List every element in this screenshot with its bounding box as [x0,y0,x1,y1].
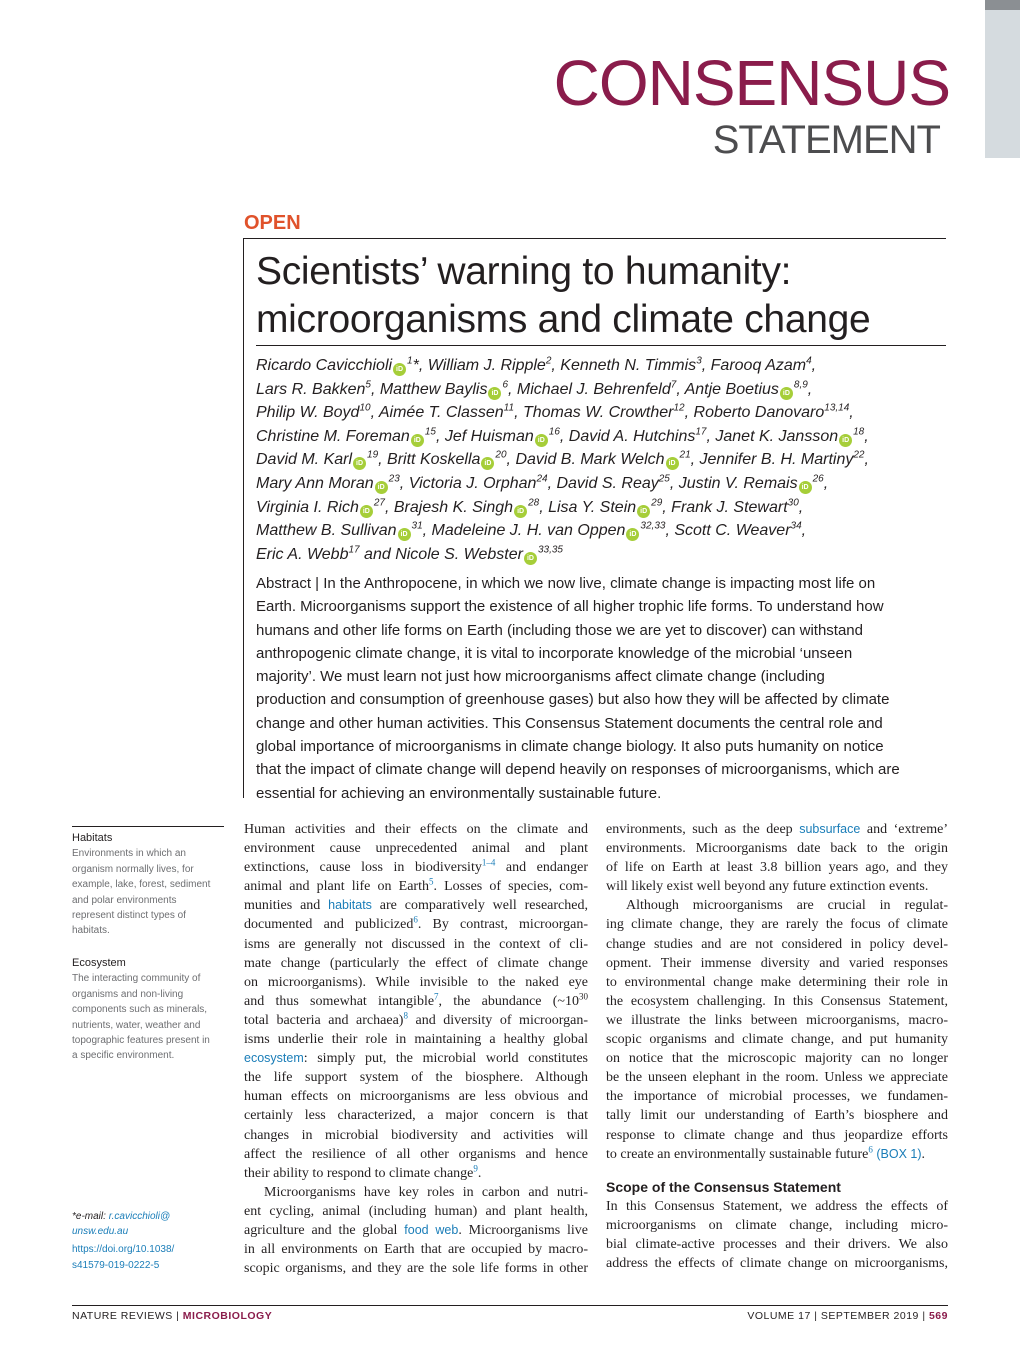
body-line: scopic organisms and climate change, and put humanity [606,1032,948,1048]
abstract-line: humans and other life forms on Earth (including those we are yet to discover) can withstand [256,621,863,639]
orcid-icon[interactable]: iD [411,434,424,447]
body-line: Human activities and their effects on the climate and [244,822,588,837]
affiliation-ref: 23 [388,473,400,485]
orcid-icon[interactable]: iD [488,387,501,400]
affiliation-ref: 19 [367,450,379,462]
affiliation-ref: 15 [424,426,436,438]
author-list [256,354,956,566]
author-name: *, William J. Ripple [412,357,546,374]
body-line: Microorganisms have key roles in carbon and nutri- [264,1184,588,1200]
author-name: , Michael J. Behrenfeld [508,380,671,398]
citation-link[interactable]: 6 [868,1143,873,1154]
author-name: , Jennifer B. H. Martiny [690,451,854,469]
author-name: , Janet K. Jansson [706,427,839,445]
author-name: Christine M. Foreman [256,427,410,445]
corresponding-email [72,1209,170,1239]
text: , the abundance (~10 [438,993,579,1009]
body-line: environment cause unprecedented animal and plant [244,841,588,857]
box-link[interactable]: (BOX 1) [872,1146,922,1161]
author-line [256,472,956,496]
affiliation-ref: 10 [359,402,371,414]
doi-line[interactable]: https://doi.org/10.1038/ [72,1244,175,1255]
section-heading: Scope of the Consensus Statement [606,1178,841,1195]
abstract-line: global importance of microorganisms in climate change biology. It also puts humanity on notice [256,738,884,756]
separator: | [918,1310,929,1322]
author-name: , Kenneth N. Timmis [551,357,697,374]
citation-link[interactable]: 5 [428,876,434,887]
citation-link[interactable]: 6 [413,914,418,925]
open-access-label: OPEN [244,212,301,234]
orcid-icon[interactable]: iD [375,481,388,494]
abstract-line: change and other human activities. This Consensus Statement documents the central role and [256,714,883,732]
glossary-def-line: Environments in which an [72,848,186,860]
text: . By contrast, microorgan- [417,917,588,933]
author-name: Virginia I. Rich [256,498,359,516]
text: are comparatively well researched, [371,898,588,914]
body-line [244,1011,588,1030]
text: . Losses of species, com- [433,879,589,895]
orcid-icon[interactable]: iD [780,387,793,400]
text: their ability to respond to climate change [244,1165,474,1181]
separator: , [864,427,869,445]
separator: | [810,1310,821,1322]
text: . [477,1165,482,1181]
orcid-icon[interactable]: iD [353,457,366,470]
author-name: , Farooq Azam [701,357,807,374]
body-line [244,1221,588,1240]
text: environments, such as the deep [606,822,800,837]
affiliation-ref: 21 [679,450,691,462]
abstract-line: essential for achieving an environmentally sustainable future. [256,784,662,802]
body-column-2 [606,820,948,1273]
author-line [256,378,956,402]
article-title [256,248,956,344]
glossary-def-line: organisms and non-living [72,988,184,1000]
body-line: we illustrate the links between microorganisms, macro- [606,1012,948,1028]
body-line: change studies and are not considered in policy devel- [606,936,948,952]
text: and diversity of microorgan- [407,1012,589,1028]
masthead-side-bar-cap [985,0,1020,10]
glossary-def-line: represent distinct types of [72,910,186,922]
glossary-def-line: a specific environment. [72,1050,175,1062]
masthead-statement: STATEMENT [712,118,940,162]
footer-rule [72,1305,948,1306]
body-line: changes in microbial biodiversity and activities will [244,1127,588,1143]
body-line: be the unseen elephant in the room. Unless we appreciate [606,1070,948,1086]
body-line: bial climate-active processes and their drivers. We also [606,1236,948,1252]
masthead-consensus: CONSENSUS [553,47,950,119]
text: and endanger [495,860,588,876]
affiliation-ref: 29 [651,497,663,509]
footer-journal [72,1310,272,1322]
body-line: scopic organisms, and they are the sole life forms in other [244,1261,588,1277]
abstract-line: Abstract | In the Anthropocene, in which we now live, climate change is impacting most life on [256,575,876,592]
glossary-def-line: example, lake, forest, sediment [72,879,211,891]
affiliation-ref: 31 [411,520,423,532]
affiliation-ref: 16 [548,426,560,438]
body-line: In this Consensus Statement, we address the effects of [606,1198,948,1214]
glossary-term: Habitats [72,832,113,844]
separator: | [172,1310,183,1322]
citation-link[interactable]: 7 [434,991,439,1002]
affiliation-ref: 22 [853,450,865,462]
author-name: , David B. Mark Welch [506,451,665,469]
separator: , [864,451,869,469]
text: animal and plant life on Earth [244,879,429,895]
orcid-icon[interactable]: iD [393,363,406,376]
body-line [244,992,588,1011]
author-name: Philip W. Boyd [256,404,360,422]
abstract-line: Earth. Microorganisms support the existence of all higher trophic life forms. To understand how [256,598,884,616]
orcid-icon[interactable]: iD [514,505,527,518]
body-line [244,1164,588,1183]
author-name: , David A. Hutchins [559,427,696,445]
text: and thus somewhat intangible [244,993,435,1009]
affiliation-ref: 20 [495,450,507,462]
body-column-1 [244,820,588,1278]
glossary-link[interactable]: habitats [328,898,372,913]
affiliation-ref: 24 [536,473,548,485]
author-name: Eric A. Webb [256,545,349,563]
footer-volume [747,1310,948,1322]
author-name: , Roberto Danovaro [684,404,825,422]
affiliation-ref: 33,35 [537,544,563,556]
glossary-link[interactable]: subsurface [799,822,861,836]
body-line: of life on Earth at least 3.8 billion years ago, and they [606,860,948,876]
body-line: microorganisms on climate change, including micro- [606,1217,948,1233]
glossary-link[interactable]: ecosystem [244,1051,304,1066]
orcid-icon[interactable]: iD [626,528,639,541]
body-line: environments. Microorganisms date back to the origin [606,841,948,857]
affiliation-ref: 1 [407,355,413,367]
author-name: , Madeleine J. H. van Oppen [422,522,626,540]
author-name: , Thomas W. Crowther [514,404,674,422]
glossary-def-line: nutrients, water, weather and [72,1019,201,1031]
abstract-line: majority’. We must learn not just how microorganisms affect climate change (including [256,668,825,686]
separator: , [823,474,829,492]
author-line [256,401,956,425]
body-line [606,820,948,839]
author-name: Lars R. Bakken [256,380,366,398]
body-line: mate change (particularly the effect of climate change [244,955,588,971]
text: and ‘extreme’ [860,822,949,837]
author-name: David M. Karl [256,451,353,469]
affiliation-ref: 11 [503,402,515,414]
orcid-icon[interactable]: iD [524,552,537,565]
doi-link[interactable] [72,1242,174,1273]
journal-name: NATURE REVIEWS [72,1310,173,1322]
affiliation-ref: 4 [806,355,812,367]
abstract-line: that the impact of climate change will depend heavily on responses of microorganisms, which are [256,761,900,779]
page-number: 569 [928,1310,948,1322]
glossary-habitats [72,831,232,939]
affiliation-ref: 28 [528,497,540,509]
body-line: response to climate change and thus jeopardize efforts [606,1127,948,1143]
title-bottom-rule [256,345,946,346]
affiliation-ref: 27 [373,497,385,509]
text: agriculture and the global [244,1222,405,1238]
author-name: and Nicole S. Webster [359,545,523,563]
orcid-icon[interactable]: iD [398,528,411,541]
separator: , [798,498,804,516]
body-line: the life support system of the biosphere. Although [244,1070,588,1086]
affiliation-ref: 30 [787,497,799,509]
author-name: , Frank J. Stewart [662,498,788,516]
masthead-side-bar [985,0,1020,158]
doi-line[interactable]: s41579-019-0222-5 [72,1259,160,1271]
author-line [256,354,956,378]
author-name[interactable]: Ricardo Cavicchioli [256,357,393,374]
affiliation-ref: 25 [658,473,670,485]
body-line: Although microorganisms are crucial in regulat- [626,898,948,914]
body-line: the importance of microbial processes, we fundamen- [606,1089,948,1105]
sidebar-rule [72,826,224,827]
affiliation-ref: 6 [502,379,508,391]
author-name: , Matthew Baylis [370,380,488,398]
separator: , [801,522,807,540]
body-line: isms are generally not discussed in the context of cli- [244,936,588,952]
abstract-line: production and consumption of greenhouse gases) but also how they will be affected by climate [256,691,890,709]
body-line: isms underlie their role in maintaining a healthy global [244,1032,588,1048]
affiliation-ref: 17 [695,426,707,438]
email-prefix: *e-mail: [72,1211,109,1222]
author-name: , Victoria J. Orphan [399,474,537,492]
citation-link[interactable]: 9 [473,1163,478,1174]
body-line: tally limit our understanding of Earth’s biosphere and [606,1108,948,1124]
body-line: affect the resilience of all other organisms and hence [244,1146,588,1162]
title-line-1: Scientists’ warning to humanity: [256,250,792,293]
glossary-term: Ecosystem [72,957,126,969]
glossary-def-line: topographic features present in [72,1035,210,1047]
body-line: ing climate change, they are rarely the focus of climate [606,917,948,933]
author-name: , Britt Koskella [378,451,481,469]
orcid-icon[interactable]: iD [666,457,679,470]
glossary-def-line: habitats. [72,925,110,937]
author-name: Mary Ann Moran [256,474,374,492]
body-line [244,858,588,877]
body-line: human effects on microorganisms are less obvious and [244,1089,588,1105]
glossary-def-line: and polar environments [72,894,177,906]
author-name: , Scott C. Weaver [665,522,791,540]
affiliation-ref: 26 [812,473,824,485]
separator: , [807,380,813,398]
author-name: , Jef Huisman [435,427,534,445]
glossary-def-line: organism normally lives, for [72,863,194,875]
text: . [921,1146,926,1162]
abstract-line: anthropogenic climate change, it is vital to incorporate knowledge of the microbial ‘unseen [256,644,853,662]
body-line: on notice that the microscopic majority can no longer [606,1051,948,1067]
glossary-def-line: The interacting community of [72,973,201,985]
body-line: will likely exist well beyond any future extinction events. [606,879,929,895]
author-line [256,448,956,472]
body-line [606,1145,948,1164]
volume: VOLUME 17 [747,1310,811,1322]
text: munities and [244,898,329,914]
text: . Microorganisms live [458,1222,588,1238]
email-link[interactable]: unsw.edu.au [72,1226,129,1237]
orcid-icon[interactable]: iD [360,505,373,518]
affiliation-ref: 17 [348,544,360,556]
body-line: the ecosystem challenging. In this Consensus Statement, [606,993,948,1009]
affiliation-ref: 34 [790,520,802,532]
body-line: opment. Their immense diversity and varied responses [606,955,948,971]
title-top-rule [243,238,946,239]
author-name: , Brajesh K. Singh [384,498,514,516]
text: to create an environmentally sustainable future [606,1146,869,1162]
journal-section: MICROBIOLOGY [182,1310,273,1322]
body-line: ent cycling, animal (including human) and plant health, [244,1203,588,1219]
author-line [256,425,956,449]
text: : simply put, the microbial world constitutes [303,1051,588,1067]
affiliation-ref: 8,9 [793,379,808,391]
author-name: , Lisa Y. Stein [539,498,637,516]
author-line [256,496,956,520]
orcid-icon[interactable]: iD [839,434,852,447]
title-line-2: microorganisms and climate change [256,298,871,341]
author-line [256,543,956,567]
author-name: Matthew B. Sullivan [256,522,397,540]
glossary-ecosystem [72,956,232,1064]
separator: , [811,357,817,374]
author-name: , Aimée T. Classen [370,404,504,422]
text: total bacteria and archaea) [244,1012,404,1028]
issue-date: SEPTEMBER 2019 [820,1310,919,1322]
text: extinctions, cause loss in biodiversity [244,860,482,876]
body-line: certainly less characterized, a major concern is that [244,1108,588,1124]
body-line: in all environments on Earth that are occupied by macro- [244,1242,588,1258]
body-line [244,877,588,896]
citation-link[interactable]: 8 [403,1010,408,1021]
body-line: address the effects of climate change on microorganisms, [606,1256,948,1272]
affiliation-ref: 2 [545,355,552,367]
citation-link[interactable]: 1–4 [481,857,496,868]
glossary-def-line: components such as minerals, [72,1004,208,1016]
author-name: , David S. Reay [547,474,659,492]
affiliation-ref: 32,33 [640,520,666,532]
body-line [244,1049,588,1068]
text: documented and publicized [244,917,414,933]
orcid-icon[interactable]: iD [799,481,812,494]
email-link[interactable]: r.cavicchioli@ [108,1211,171,1222]
affiliation-ref: 13,14 [824,402,850,414]
orcid-icon[interactable]: iD [481,457,494,470]
author-name: , Justin V. Remais [669,474,798,492]
affiliation-ref: 7 [670,379,677,391]
affiliation-ref: 5 [365,379,371,391]
affiliation-ref: 12 [673,402,685,414]
exponent: 30 [579,991,588,1002]
abstract [256,572,946,805]
abstract-left-rule [243,238,244,798]
body-line [244,915,588,934]
body-line: on microorganisms). While invisible to the naked eye [244,974,588,990]
orcid-icon[interactable]: iD [637,505,650,518]
separator: , [849,404,854,422]
author-name: , Antje Boetius [676,380,779,398]
glossary-link[interactable]: food web [404,1222,459,1237]
orcid-icon[interactable]: iD [535,434,548,447]
body-line: to environmental change make determining their role in [606,974,948,990]
body-line [244,896,588,915]
affiliation-ref: 3 [696,355,702,367]
affiliation-ref: 18 [853,426,865,438]
author-line [256,519,956,543]
